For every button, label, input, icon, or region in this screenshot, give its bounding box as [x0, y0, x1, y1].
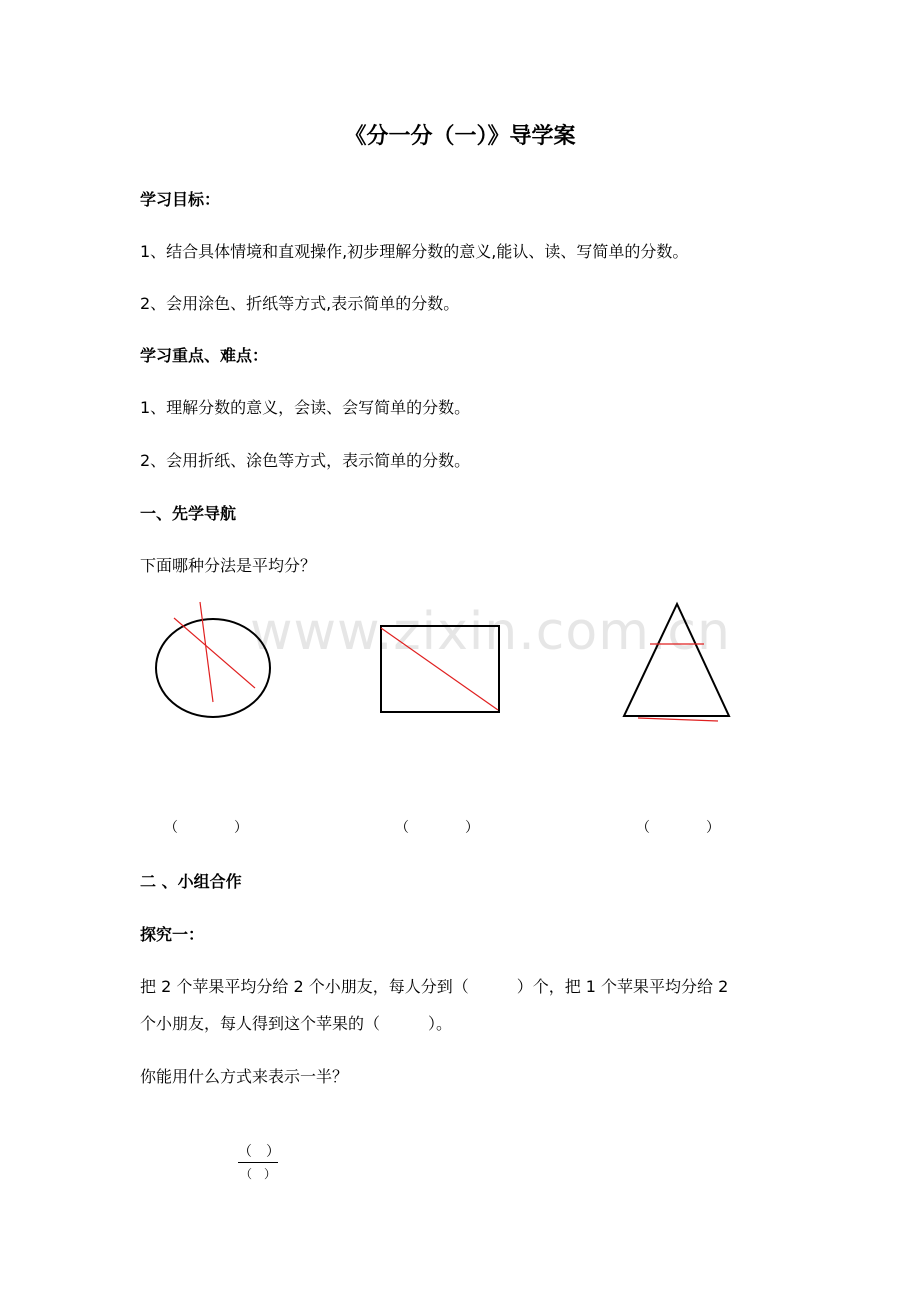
- cut-line: [381, 628, 498, 710]
- key-points-heading: 学习重点、难点：: [140, 346, 269, 365]
- rectangle-figure: [376, 620, 506, 716]
- page-title: 《分一分（一）》导学案: [344, 124, 576, 149]
- circle-shape: [156, 619, 270, 717]
- explore-text-line2: 个小朋友，每人得到这个苹果的（ ）。: [140, 1014, 453, 1033]
- section1-heading: 一、先学导航: [140, 504, 237, 523]
- section2-heading: 二 、小组合作: [140, 872, 242, 891]
- cut-line: [174, 618, 255, 688]
- watermark: www.zixin.com.cn: [250, 602, 731, 662]
- key-point-item: 1、理解分数的意义，会读、会写简单的分数。: [140, 398, 471, 417]
- key-point-item: 2、会用折纸、涂色等方式，表示简单的分数。: [140, 451, 471, 470]
- cut-line: [200, 602, 213, 702]
- circle-figure: [150, 598, 280, 722]
- answer-blank-rectangle[interactable]: （ ）: [395, 820, 479, 836]
- objective-item: 2、会用涂色、折纸等方式,表示简单的分数。: [140, 294, 460, 313]
- fraction-numerator[interactable]: （ ）: [238, 1144, 280, 1160]
- objective-item: 1、结合具体情境和直观操作,初步理解分数的意义,能认、读、写简单的分数。: [140, 242, 689, 261]
- explore-heading: 探究一：: [140, 925, 205, 944]
- fraction-bar: [238, 1162, 278, 1163]
- answer-blank-circle[interactable]: （ ）: [164, 820, 248, 836]
- answer-blank-triangle[interactable]: （ ）: [636, 820, 720, 836]
- explore-text-line1: 把 2 个苹果平均分给 2 个小朋友，每人分到（ ）个，把 1 个苹果平均分给 2: [140, 977, 729, 996]
- section1-question: 下面哪种分法是平均分？: [140, 556, 317, 575]
- objectives-heading: 学习目标：: [140, 190, 221, 209]
- fraction-denominator[interactable]: （ ）: [239, 1167, 276, 1181]
- half-question: 你能用什么方式来表示一半？: [140, 1067, 349, 1086]
- triangle-shape: [624, 604, 729, 716]
- cut-line: [638, 718, 718, 721]
- triangle-figure: [616, 598, 740, 726]
